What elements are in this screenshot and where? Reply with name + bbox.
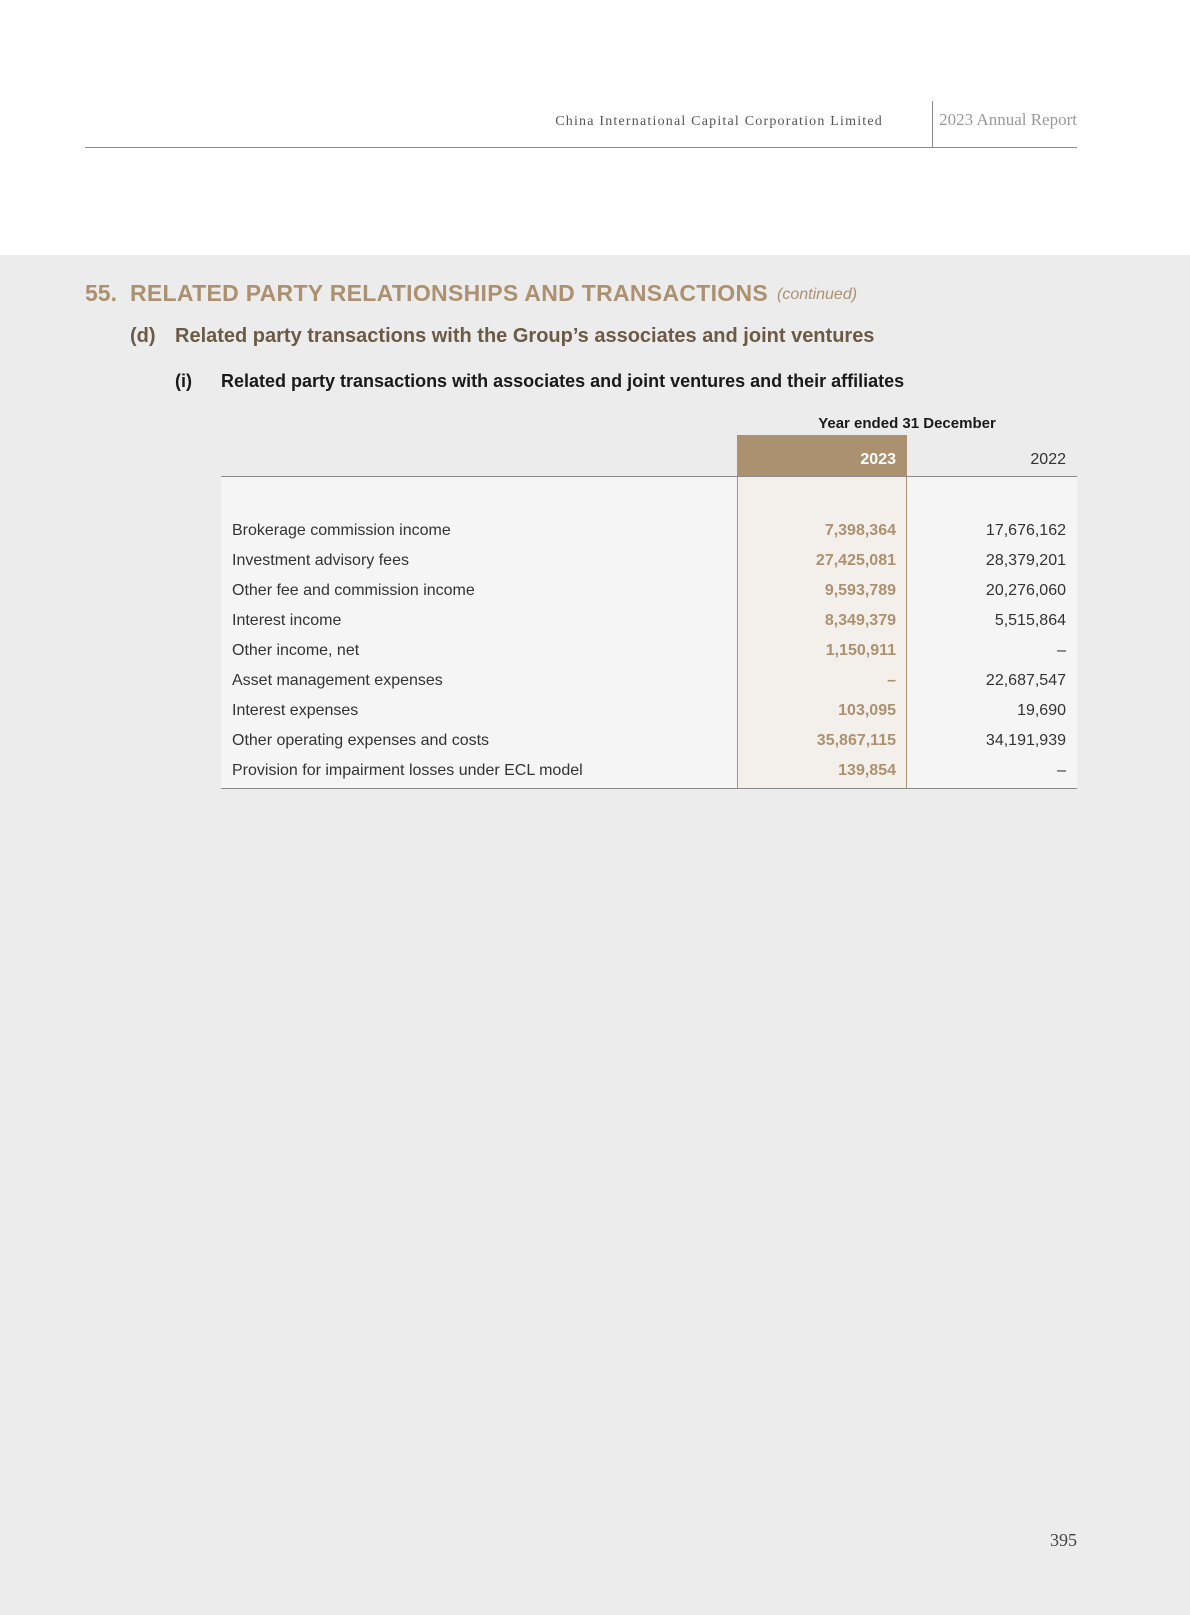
value-2023: 139,854 [838, 762, 896, 779]
subsection-title: Related party transactions with the Group’s associates and joint ventures [175, 325, 875, 347]
section-number: 55. [85, 280, 117, 306]
row-label: Other income, net [232, 642, 360, 659]
value-2022: 19,690 [1017, 702, 1066, 719]
row-label: Brokerage commission income [232, 522, 451, 539]
row-label: Interest income [232, 612, 342, 629]
table-row [221, 666, 1077, 696]
table-row [221, 516, 1077, 546]
row-label: Other fee and commission income [232, 582, 475, 599]
value-2022: 28,379,201 [985, 552, 1066, 569]
row-label: Provision for impairment losses under ECL model [232, 762, 583, 779]
value-2023: 7,398,364 [824, 522, 896, 539]
value-2022: 5,515,864 [994, 612, 1066, 629]
header-company-name: China International Capital Corporation Limited [555, 114, 883, 129]
header-divider [932, 101, 933, 147]
value-2022: – [1057, 762, 1066, 779]
subsection-number: (d) [130, 325, 156, 347]
value-2022: 20,276,060 [985, 582, 1066, 599]
header-rule [85, 147, 1077, 148]
value-2023: 27,425,081 [815, 552, 896, 569]
subsubsection-title: Related party transactions with associates and joint ventures and their affiliates [221, 371, 905, 391]
table-rows [221, 516, 1077, 786]
table-row [221, 756, 1077, 786]
value-2023: 35,867,115 [816, 732, 896, 749]
row-label: Other operating expenses and costs [232, 732, 490, 749]
column-header-2023: 2023 [737, 435, 907, 476]
period-heading: Year ended 31 December [818, 415, 996, 432]
table-row [221, 696, 1077, 726]
subsubsection-number: (i) [175, 371, 192, 391]
table-row [221, 546, 1077, 576]
section-continued: (continued) [777, 286, 858, 303]
header-report-title: 2023 Annual Report [939, 110, 1077, 129]
table-row [221, 606, 1077, 636]
row-label: Investment advisory fees [232, 552, 409, 569]
value-2023: 1,150,911 [825, 642, 896, 659]
row-label: Asset management expenses [232, 672, 443, 689]
section-title: RELATED PARTY RELATIONSHIPS AND TRANSACTIONS [130, 280, 769, 306]
value-2023: – [887, 672, 896, 689]
value-2023: 8,349,379 [824, 612, 896, 629]
value-2022: 34,191,939 [985, 732, 1066, 749]
table-row [221, 726, 1077, 756]
table-top-rule [221, 476, 1077, 477]
table-row [221, 576, 1077, 606]
page-number: 395 [1050, 1530, 1077, 1550]
row-label: Interest expenses [232, 702, 359, 719]
value-2022: – [1057, 642, 1066, 659]
column-header-2022: 2022 [1030, 451, 1066, 468]
value-2023: 103,095 [838, 702, 896, 719]
value-2023: 9,593,789 [824, 582, 896, 599]
table-bottom-rule [221, 788, 1077, 789]
table-row [221, 636, 1077, 666]
value-2022: 22,687,547 [985, 672, 1066, 689]
value-2022: 17,676,162 [985, 522, 1066, 539]
